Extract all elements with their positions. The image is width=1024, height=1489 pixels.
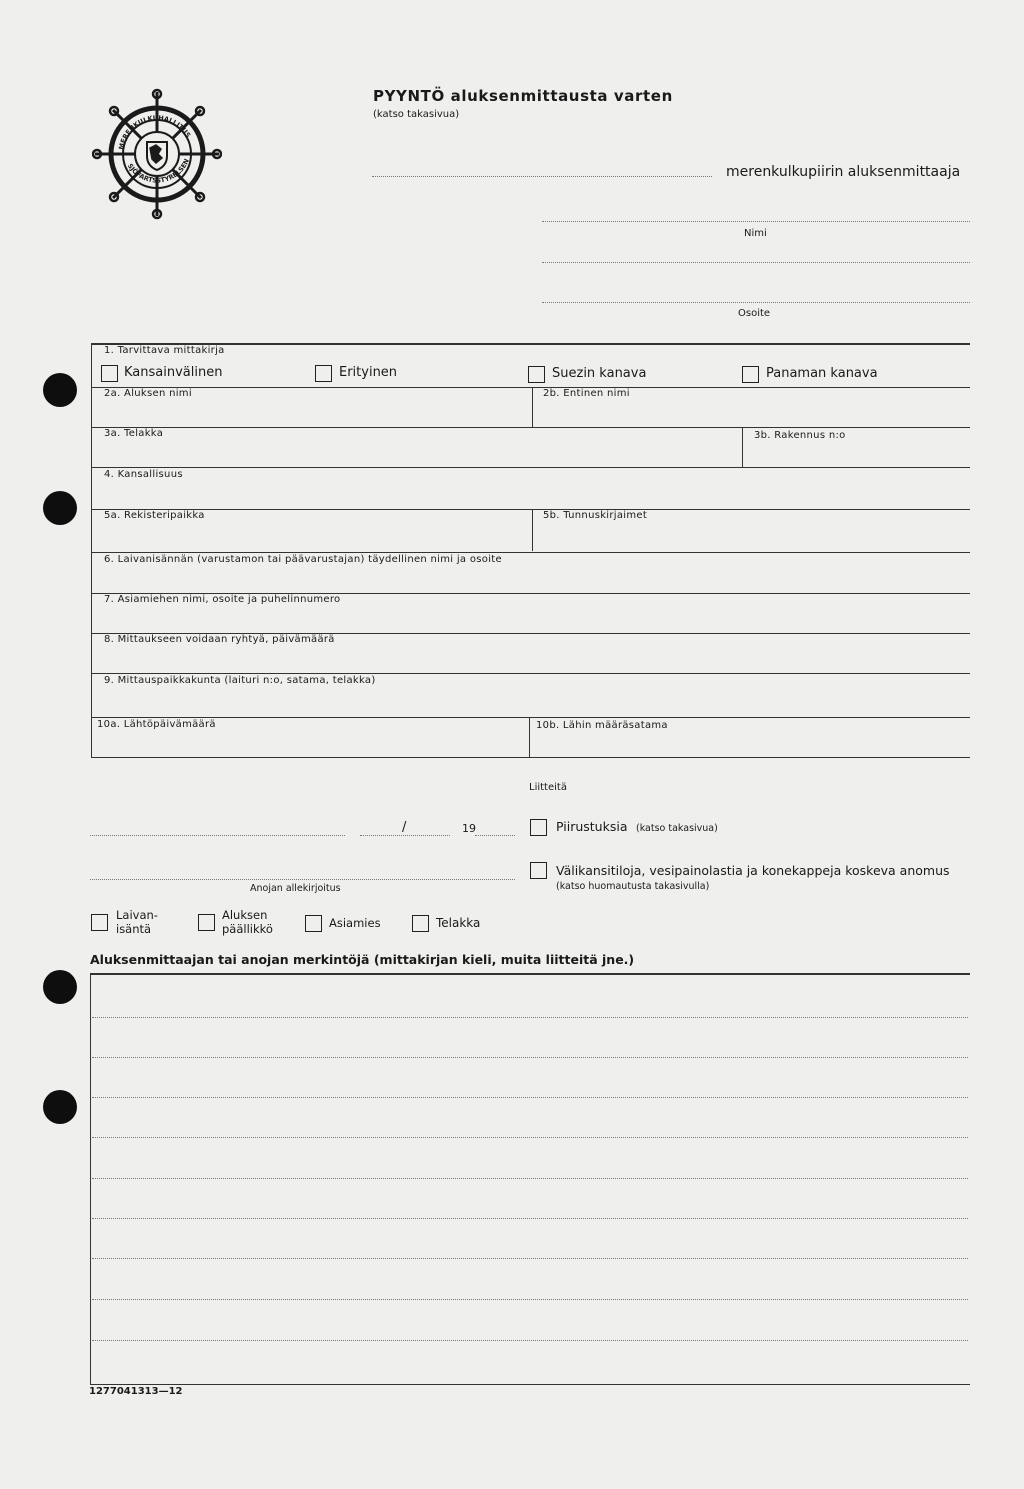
owner-input[interactable] xyxy=(104,570,968,592)
notes-top-border xyxy=(90,973,970,975)
form-subtitle: (katso takasivua) xyxy=(373,109,460,120)
nationality-input[interactable] xyxy=(104,485,968,507)
option-panaman-kanava: Panaman kanava xyxy=(766,366,878,381)
field-9-label: 9. Mittauspaikkakunta (laituri n:o, satama, telakka) xyxy=(104,675,376,686)
role-aluksen-paallikko: Aluksen päällikkö xyxy=(222,908,273,936)
row-3-divider xyxy=(742,427,743,467)
row-2-divider xyxy=(532,387,533,427)
departure-date-input[interactable] xyxy=(97,735,526,755)
binder-hole-2 xyxy=(43,491,77,525)
measurement-place-input[interactable] xyxy=(104,691,968,713)
field-4-label: 4. Kansallisuus xyxy=(104,469,183,480)
checkbox-panaman-kanava[interactable] xyxy=(742,366,759,383)
role-telakka: Telakka xyxy=(436,916,481,930)
logo-text-bottom: SJÖFARTSSTYRELSEN xyxy=(125,157,191,185)
field-1-label: 1. Tarvittava mittakirja xyxy=(104,345,225,356)
date-input[interactable] xyxy=(360,818,407,836)
place-input[interactable] xyxy=(90,818,349,836)
year-prefix: 19 xyxy=(462,822,476,835)
checkbox-aluksen-paallikko[interactable] xyxy=(198,914,215,931)
logo-text-top: MERENKULKUHALLITUS xyxy=(117,113,193,151)
attachment-application-label: Välikansitiloja, vesipainolastia ja konekappeja koskeva anomus xyxy=(556,863,950,878)
row-divider-8 xyxy=(91,673,970,674)
checkbox-kansainvalinen[interactable] xyxy=(101,365,118,382)
address-label: Osoite xyxy=(738,308,771,319)
call-sign-input[interactable] xyxy=(543,526,967,548)
measurement-date-input[interactable] xyxy=(104,650,968,672)
checkbox-drawings[interactable] xyxy=(530,819,547,836)
name-label: Nimi xyxy=(744,228,767,239)
binder-hole-1 xyxy=(43,373,77,407)
role-laivanisanta: Laivan- isäntä xyxy=(116,908,158,936)
role-asiamies: Asiamies xyxy=(329,916,381,930)
field-10b-label: 10b. Lähin määräsatama xyxy=(536,720,668,731)
form-title: PYYNTÖ aluksenmittausta varten xyxy=(373,87,673,105)
notes-heading: Aluksenmittaajan tai anojan merkintöjä (mittakirjan kieli, muita liitteitä jne.) xyxy=(90,952,635,967)
checkbox-asiamies[interactable] xyxy=(305,915,322,932)
option-suezin-kanava: Suezin kanava xyxy=(552,366,647,381)
date-slash: / xyxy=(402,820,407,835)
signature-label: Anojan allekirjoitus xyxy=(250,883,341,894)
checkbox-application[interactable] xyxy=(530,862,547,879)
name-input[interactable] xyxy=(542,205,974,223)
row-divider-3 xyxy=(91,467,970,468)
form-number: 1277041313—12 xyxy=(89,1386,183,1397)
district-input[interactable] xyxy=(372,160,716,178)
row-divider-9 xyxy=(91,717,970,718)
binder-hole-3 xyxy=(43,970,77,1004)
field-2b-label: 2b. Entinen nimi xyxy=(543,388,630,399)
attachment-application-note: (katso huomautusta takasivulla) xyxy=(556,881,710,892)
checkbox-telakka[interactable] xyxy=(412,915,429,932)
attachments-heading: Liitteitä xyxy=(529,782,567,793)
option-kansainvalinen: Kansainvälinen xyxy=(124,365,223,380)
notes-textarea[interactable] xyxy=(96,978,966,1382)
former-name-input[interactable] xyxy=(543,404,967,426)
binder-hole-4 xyxy=(43,1090,77,1124)
field-5a-label: 5a. Rekisteripaikka xyxy=(104,510,205,521)
checkbox-suezin-kanava[interactable] xyxy=(528,366,545,383)
field-7-label: 7. Asiamiehen nimi, osoite ja puhelinnumero xyxy=(104,594,341,605)
option-erityinen: Erityinen xyxy=(339,365,398,380)
signature-input[interactable] xyxy=(90,862,519,880)
field-5b-label: 5b. Tunnuskirjaimet xyxy=(543,510,648,521)
attachment-drawings-label: Piirustuksia xyxy=(556,819,628,834)
agent-input[interactable] xyxy=(104,610,968,632)
field-2a-label: 2a. Aluksen nimi xyxy=(104,388,192,399)
row-divider-2 xyxy=(91,427,970,428)
ship-name-input[interactable] xyxy=(104,404,528,426)
ship-wheel-logo-icon xyxy=(92,88,222,220)
address-input-1[interactable] xyxy=(542,246,974,264)
row-divider-5 xyxy=(91,552,970,553)
row-5-divider xyxy=(532,509,533,551)
row-divider-4 xyxy=(91,509,970,510)
attachment-drawings-note: (katso takasivua) xyxy=(636,823,718,834)
notes-left-border xyxy=(90,973,91,1385)
recipient-label: merenkulkupiirin aluksenmittaaja xyxy=(726,164,961,180)
destination-port-input[interactable] xyxy=(536,736,968,756)
row-divider-1 xyxy=(91,387,970,388)
field-10a-label: 10a. Lähtöpäivämäärä xyxy=(97,719,216,730)
checkbox-erityinen[interactable] xyxy=(315,365,332,382)
form-box-left-border xyxy=(91,343,92,757)
build-number-input[interactable] xyxy=(754,446,968,466)
form-box-bottom-border xyxy=(91,757,970,758)
year-input[interactable] xyxy=(478,818,518,836)
shipyard-input[interactable] xyxy=(104,444,738,466)
registry-port-input[interactable] xyxy=(104,526,528,548)
field-8-label: 8. Mittaukseen voidaan ryhtyä, päivämäärä xyxy=(104,634,335,645)
field-6-label: 6. Laivanisännän (varustamon tai päävarustajan) täydellinen nimi ja osoite xyxy=(104,554,502,565)
notes-bottom-border xyxy=(90,1384,970,1385)
checkbox-laivanisanta[interactable] xyxy=(91,914,108,931)
row-10-divider xyxy=(529,717,530,757)
address-input-2[interactable] xyxy=(542,286,974,304)
field-3b-label: 3b. Rakennus n:o xyxy=(754,430,846,441)
field-3a-label: 3a. Telakka xyxy=(104,428,164,439)
